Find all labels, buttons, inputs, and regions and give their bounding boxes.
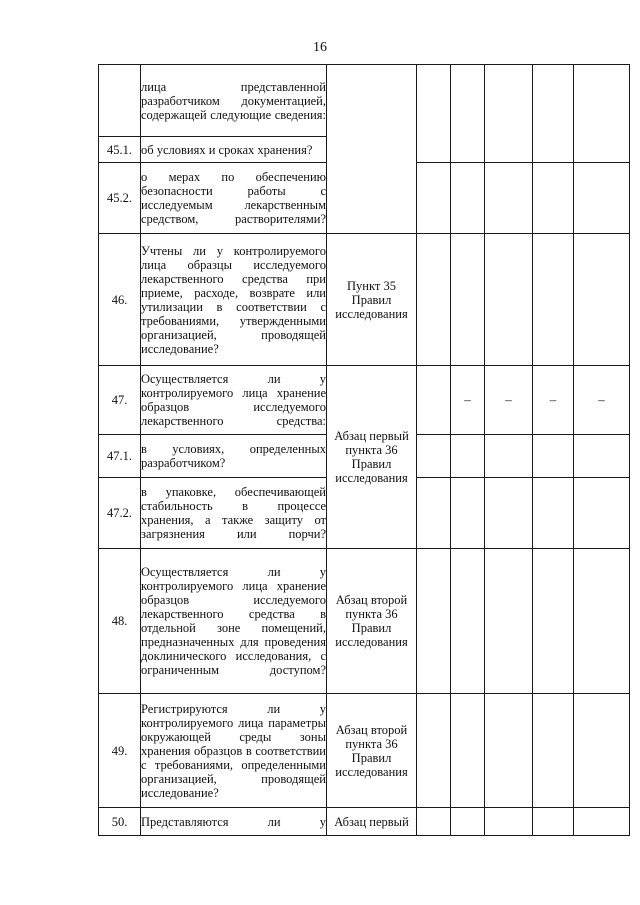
answer-cell <box>574 163 630 234</box>
answer-cell <box>485 694 533 808</box>
row-number: 48. <box>99 549 141 694</box>
table-row <box>99 234 630 366</box>
answer-cell <box>451 549 485 694</box>
page-number: 16 <box>313 40 327 55</box>
answer-cell <box>417 808 451 836</box>
question-text: в условиях, определенных разработчиком? <box>141 435 327 478</box>
legal-reference: Пункт 35 Правил исследования <box>327 234 417 366</box>
answer-cell <box>451 808 485 836</box>
answer-cell <box>485 435 533 478</box>
answer-cell <box>417 549 451 694</box>
question-text: лица представленной разработчиком документацией, содержащей следующие сведения: <box>141 65 327 137</box>
answer-cell <box>574 694 630 808</box>
answer-cell <box>533 435 574 478</box>
question-text: Представляются ли у <box>141 808 327 836</box>
question-text: Регистрируются ли у контролируемого лица параметры окружающей среды зоны хранения образцов в соответствии с требованиями, определенными организацией, проводящей исследование? <box>141 694 327 808</box>
answer-cell <box>485 234 533 366</box>
table-row <box>99 694 630 808</box>
answer-cell <box>574 435 630 478</box>
answer-cell <box>417 65 451 163</box>
answer-cell <box>533 65 574 163</box>
table-row <box>99 808 630 836</box>
answer-cell <box>485 163 533 234</box>
legal-reference-cell <box>327 65 417 234</box>
answer-cell <box>533 694 574 808</box>
answer-cell <box>451 234 485 366</box>
table-row <box>99 549 630 694</box>
row-number: 50. <box>99 808 141 836</box>
answer-cell <box>485 65 533 163</box>
answer-cell <box>417 366 451 435</box>
question-text: Осуществляется ли у контролируемого лица хранение образцов исследуемого лекарственного средства: <box>141 366 327 435</box>
dash-mark: – <box>574 366 630 435</box>
answer-cell <box>451 694 485 808</box>
row-number: 45.1. <box>99 137 141 163</box>
dash-mark: – <box>485 366 533 435</box>
answer-cell <box>451 163 485 234</box>
answer-cell <box>533 808 574 836</box>
answer-cell <box>485 808 533 836</box>
answer-cell <box>451 65 485 163</box>
row-number <box>99 65 141 137</box>
row-number: 47.1. <box>99 435 141 478</box>
legal-reference: Абзац первый <box>327 808 417 836</box>
question-text: об условиях и сроках хранения? <box>141 137 327 163</box>
answer-cell <box>533 234 574 366</box>
answer-cell <box>574 234 630 366</box>
answer-cell <box>574 808 630 836</box>
legal-reference: Абзац первый пункта 36 Правил исследования <box>327 366 417 549</box>
answer-cell <box>417 435 451 478</box>
dash-mark: – <box>533 366 574 435</box>
answer-cell <box>574 65 630 163</box>
table-row <box>99 65 630 137</box>
answer-cell <box>485 549 533 694</box>
checklist-table <box>98 64 630 836</box>
answer-cell <box>417 163 451 234</box>
question-text: Учтены ли у контролируемого лица образцы исследуемого лекарственного средства при приеме, расходе, возврате или утилизации в соответствии с требованиями, утвержденными организацией, проводящей исследование? <box>141 234 327 366</box>
row-number: 45.2. <box>99 163 141 234</box>
answer-cell <box>417 234 451 366</box>
legal-reference: Абзац второй пункта 36 Правил исследования <box>327 694 417 808</box>
answer-cell <box>451 435 485 478</box>
answer-cell <box>574 478 630 549</box>
row-number: 49. <box>99 694 141 808</box>
answer-cell <box>417 478 451 549</box>
dash-mark: – <box>451 366 485 435</box>
answer-cell <box>533 163 574 234</box>
row-number: 47. <box>99 366 141 435</box>
answer-cell <box>485 478 533 549</box>
row-number: 47.2. <box>99 478 141 549</box>
legal-reference: Абзац второй пункта 36 Правил исследования <box>327 549 417 694</box>
question-text: о мерах по обеспечению безопасности работы с исследуемым лекарственным средством, растворителями? <box>141 163 327 234</box>
question-text: Осуществляется ли у контролируемого лица хранение образцов исследуемого лекарственного средства в отдельной зоне помещений, предназначенных для проведения доклинического исследования, с ограниченным доступом? <box>141 549 327 694</box>
question-text: в упаковке, обеспечивающей стабильность в процессе хранения, а также защиту от загрязнения или порчи? <box>141 478 327 549</box>
answer-cell <box>533 478 574 549</box>
table-row <box>99 366 630 435</box>
answer-cell <box>533 549 574 694</box>
answer-cell <box>451 478 485 549</box>
answer-cell <box>574 549 630 694</box>
answer-cell <box>417 694 451 808</box>
row-number: 46. <box>99 234 141 366</box>
